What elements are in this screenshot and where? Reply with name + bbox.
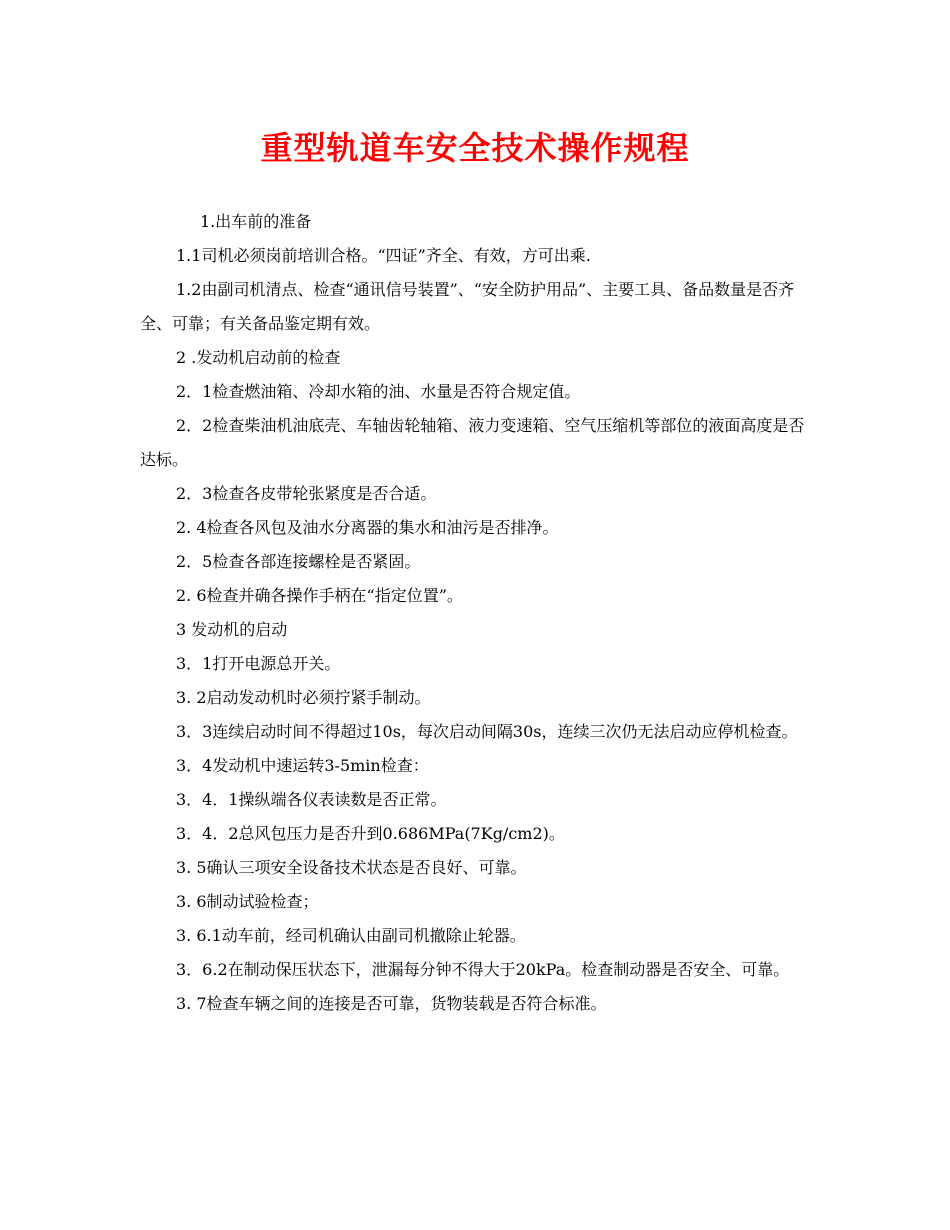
paragraph: 3．4发动机中速运转3-5min检查： <box>176 756 429 775</box>
paragraph: 3．4．2总风包压力是否升到0.686MPa(7Kg/cm2)。 <box>176 824 565 843</box>
paragraph: 2．2检查柴油机油底壳、车轴齿轮轴箱、液力变速箱、空气压缩机等部位的液面高度是否达标。 <box>140 416 805 469</box>
document-body <box>140 205 820 1021</box>
paragraph: 2．3检查各皮带轮张紧度是否合适。 <box>176 484 437 503</box>
paragraph: 3．3连续启动时间不得超过10s，每次启动间隔30s，连续三次仍无法启动应停机检查。 <box>176 722 798 741</box>
paragraph: 3. 6制动试验检查； <box>176 892 319 911</box>
paragraph: 3．6.2在制动保压状态下，泄漏每分钟不得大于20kPa。检查制动器是否安全、可靠。 <box>176 960 790 979</box>
section-heading: 1.出车前的准备 <box>200 212 312 231</box>
paragraph: 2. 6检查并确各操作手柄在“指定位置”。 <box>176 586 463 605</box>
document-title: 重型轨道车安全技术操作规程 <box>260 129 690 167</box>
paragraph: 3．1打开电源总开关。 <box>176 654 341 673</box>
paragraph: 1.1司机必须岗前培训合格。“四证”齐全、有效，方可出乘. <box>176 246 591 265</box>
section-heading: 3 发动机的启动 <box>176 620 288 639</box>
paragraph: 3. 2启动发动机时必须拧紧手制动。 <box>176 688 431 707</box>
paragraph: 3. 5确认三项安全设备技术状态是否良好、可靠。 <box>176 858 527 877</box>
paragraph: 2. 4检查各风包及油水分离器的集水和油污是否排净。 <box>176 518 559 537</box>
paragraph: 3. 7检查车辆之间的连接是否可靠，货物装载是否符合标准。 <box>176 994 607 1013</box>
paragraph: 1.2由副司机清点、检查“通讯信号装置”、“安全防护用品”、主要工具、备品数量是否齐全、可靠；有关备品鉴定期有效。 <box>140 280 795 333</box>
paragraph: 3. 6.1动车前，经司机确认由副司机撤除止轮器。 <box>176 926 526 945</box>
paragraph: 3．4．1操纵端各仪表读数是否正常。 <box>176 790 447 809</box>
section-heading: 2 .发动机启动前的检查 <box>176 348 341 367</box>
paragraph: 2．1检查燃油箱、冷却水箱的油、水量是否符合规定值。 <box>176 382 581 401</box>
paragraph: 2．5检查各部连接螺栓是否紧固。 <box>176 552 421 571</box>
